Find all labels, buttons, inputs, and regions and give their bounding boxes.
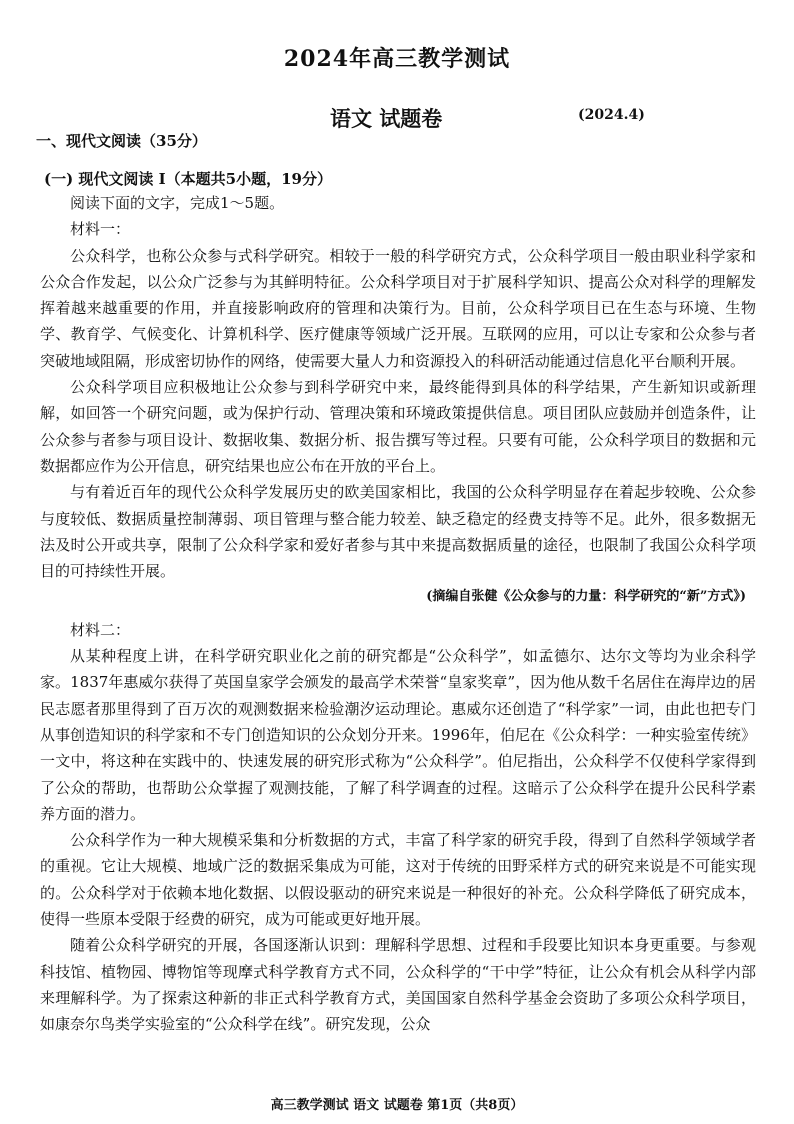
material-1-label: 材料一：	[70, 220, 131, 239]
section-heading: 一、现代文阅读（35分）	[36, 132, 207, 150]
material-2-paragraph-2: 公众科学作为一种大规模采集和分析数据的方式，丰富了科学家的研究手段，得到了自然科学领域学者的重视。它让大规模、地域广泛的数据采集成为可能，这对于传统的田野采样方式的研究来说是不可能实现的。公众科学对于依赖本地化数据、以假设驱动的研究来说是一种很好的补充。公众科学降低了研究成本，使得一些原本受限于经费的研究，成为可能或更好地开展。	[40, 831, 756, 929]
material-1-source: (摘编自张健《公众参与的力量：科学研究的“新”方式》)	[426, 589, 746, 605]
page-title: 2024年高三教学测试	[283, 46, 511, 72]
sub-section-heading: (一) 现代文阅读 I（本题共5小题，19分）	[44, 170, 332, 188]
page-footer: 高三教学测试 语文 试题卷 第1页（共8页）	[270, 1098, 524, 1113]
material-2-paragraph-3: 随着公众科学研究的开展，各国逐渐认识到：理解科学思想、过程和手段要比知识本身更重要。与参观科技馆、植物园、博物馆等现摩式科学教育方式不同，公众科学的“干中学”特征，让公众有机会从科学内部来理解科学。为了探索这种新的非正式科学教育方式，美国国家自然科学基金会资助了多项公众科学项目，如康奈尔鸟类学实验室的“公众科学在线”。研究发现，公众	[40, 936, 756, 1034]
instruction-text: 阅读下面的文字，完成1～5题。	[70, 194, 285, 212]
material-2-label: 材料二：	[70, 620, 131, 639]
material-1-paragraph-2: 公众科学项目应积极地让公众参与到科学研究中来，最终能得到具体的科学结果，产生新知识或新理解，如回答一个研究问题，或为保护行动、管理决策和环境政策提供信息。项目团队应鼓励并创造条件，让公众参与者参与项目设计、数据收集、数据分析、报告撰写等过程。只要有可能，公众科学项目的数据和元数据都应作为公开信息，研究结果也应公布在开放的平台上。	[40, 378, 756, 475]
passage-body	[40, 190, 756, 1038]
material-1-paragraph-1: 公众科学，也称公众参与式科学研究。相较于一般的科学研究方式，公众科学项目一般由职业科学家和公众合作发起，以公众广泛参与为其鲜明特征。公众科学项目对于扩展科学知识、提高公众对科学的理解发挥着越来越重要的作用，并直接影响政府的管理和决策行为。目前，公众科学项目已在生态与环境、生物学、教育学、气候变化、计算机科学、医疗健康等领域广泛开展。互联网的应用，可以让专家和公众参与者突破地域阻隔，形成密切协作的网络，使需要大量人力和资源投入的科研活动能通过信息化平台顺利开展。	[40, 246, 756, 370]
material-2-paragraph-1: 从某种程度上讲，在科学研究职业化之前的研究都是“公众科学”，如孟德尔、达尔文等均为业余科学家。1837年惠威尔获得了英国皇家学会颁发的最高学术荣誉“皇家奖章”，因为他从数千名居住在海岸边的居民志愿者那里得到了百万次的观测数据来检验潮汐运动理论。惠威尔还创造了“科学家”一词，由此也把专门从事创造知识的科学家和不专门创造知识的公众划分开来。1996年，伯尼在《公众科学：一种实验室传统》一文中，将这种在实践中的、快速发展的研究形式称为“公众科学”。伯尼指出，公众科学不仅使科学家得到了公众的帮助，也帮助公众掌握了观测技能，了解了科学调查的过程。这暗示了公众科学在提升公民科学素养方面的潜力。	[40, 647, 756, 823]
material-1-paragraph-3: 与有着近百年的现代公众科学发展历史的欧美国家相比，我国的公众科学明显存在着起步较晚、公众参与度较低、数据质量控制薄弱、项目管理与整合能力较差、缺乏稳定的经费支持等不足。此外，很多数据无法及时公开或共享，限制了公众科学家和爱好者参与其中来提高数据质量的途径，也限制了我国公众科学项目的可持续性开展。	[40, 483, 756, 581]
exam-date: (2024.4)	[578, 107, 645, 123]
page-subtitle: 语文 试题卷	[330, 106, 443, 131]
